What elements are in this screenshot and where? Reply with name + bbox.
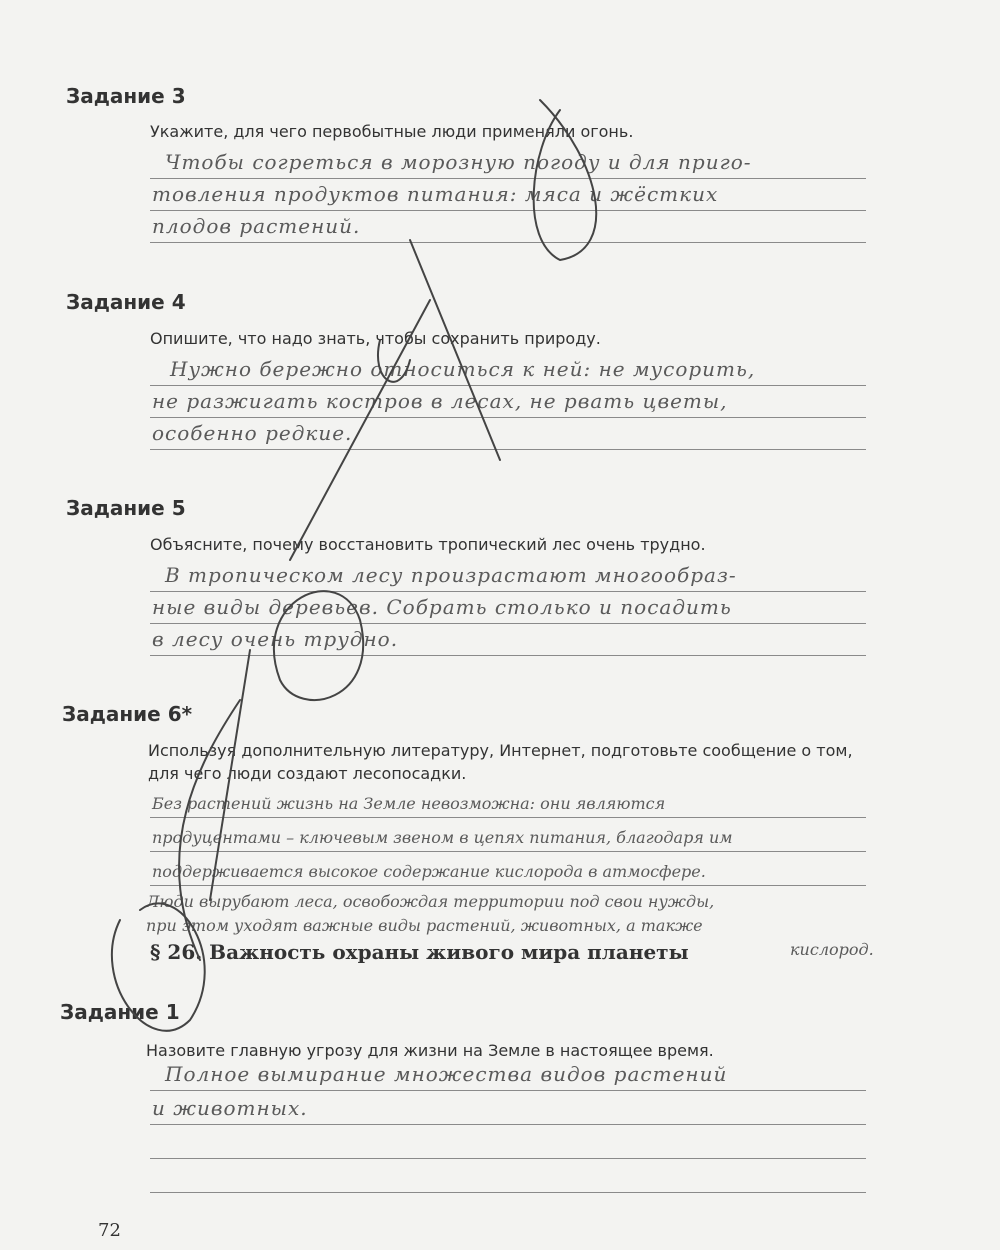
answer-line bbox=[150, 655, 866, 656]
handwritten-answer: Нужно бережно относиться к ней: не мусорить, bbox=[170, 357, 756, 381]
answer-line bbox=[150, 449, 866, 450]
answer-line bbox=[150, 1090, 866, 1091]
task-3-question: Укажите, для чего первобытные люди применяли огонь. bbox=[150, 122, 634, 141]
handwritten-answer: ные виды деревьев. Собрать столько и посадить bbox=[152, 595, 732, 619]
answer-line bbox=[150, 242, 866, 243]
answer-line bbox=[150, 1158, 866, 1159]
task-5-question: Объясните, почему восстановить тропический лес очень трудно. bbox=[150, 535, 706, 554]
handwritten-answer: продуцентами – ключевым звеном в цепях питания, благодаря им bbox=[152, 828, 733, 847]
handwritten-answer: Полное вымирание множества видов растений bbox=[165, 1062, 728, 1086]
answer-line bbox=[150, 851, 866, 852]
answer-line bbox=[150, 178, 866, 179]
handwritten-answer: при этом уходят важные виды растений, животных, а также bbox=[146, 916, 703, 935]
answer-line bbox=[150, 1192, 866, 1193]
task-1-question: Назовите главную угрозу для жизни на Земле в настоящее время. bbox=[146, 1041, 714, 1060]
answer-line bbox=[150, 1124, 866, 1125]
handwritten-answer: В тропическом лесу произрастают многообраз- bbox=[165, 563, 737, 587]
handwritten-answer: в лесу очень трудно. bbox=[152, 627, 399, 651]
task-5-heading: Задание 5 bbox=[66, 496, 186, 520]
task-4-question: Опишите, что надо знать, чтобы сохранить природу. bbox=[150, 329, 601, 348]
task-6-question: Используя дополнительную литературу, Интернет, подготовьте сообщение о том, для чего люди создают лесопосадки. bbox=[148, 741, 853, 783]
task-4-heading: Задание 4 bbox=[66, 290, 186, 314]
handwritten-answer: Люди вырубают леса, освобождая территории под свои нужды, bbox=[146, 892, 715, 911]
page-number: 72 bbox=[98, 1220, 121, 1241]
handwritten-answer: плодов растений. bbox=[152, 214, 361, 238]
section-heading: § 26. Важность охраны живого мира планеты bbox=[150, 940, 689, 964]
task-3-heading: Задание 3 bbox=[66, 84, 186, 108]
handwritten-answer: особенно редкие. bbox=[152, 421, 353, 445]
answer-line bbox=[150, 623, 866, 624]
answer-line bbox=[150, 210, 866, 211]
task-1-heading: Задание 1 bbox=[60, 1000, 180, 1024]
handwritten-answer: поддерживается высокое содержание кислорода в атмосфере. bbox=[152, 862, 706, 881]
handwritten-answer: товления продуктов питания: мяса и жёстких bbox=[152, 182, 719, 206]
task-6-heading: Задание 6* bbox=[62, 702, 193, 726]
handwritten-answer: и животных. bbox=[152, 1096, 308, 1120]
answer-line bbox=[150, 385, 866, 386]
answer-line bbox=[150, 817, 866, 818]
handwritten-answer: не разжигать костров в лесах, не рвать цветы, bbox=[152, 389, 728, 413]
handwritten-answer: Без растений жизнь на Земле невозможна: они являются bbox=[152, 794, 666, 813]
handwritten-answer: кислород. bbox=[790, 940, 874, 959]
handwritten-answer: Чтобы согреться в морозную погоду и для приго- bbox=[165, 150, 752, 174]
answer-line bbox=[150, 591, 866, 592]
answer-line bbox=[150, 885, 866, 886]
answer-line bbox=[150, 417, 866, 418]
